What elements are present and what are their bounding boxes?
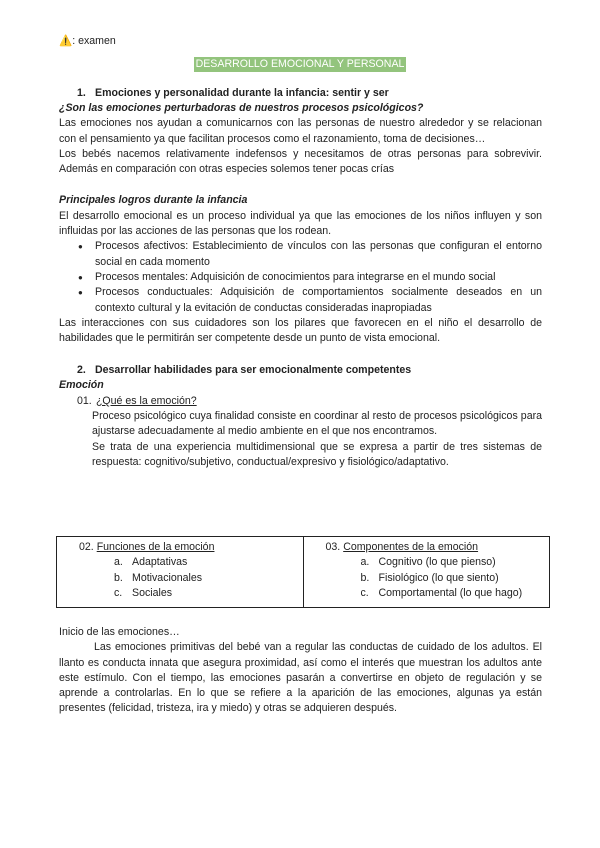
list-item (79, 555, 303, 571)
inicio-section (59, 625, 542, 717)
list-text: Fisiológico (lo que siento) (378, 571, 499, 584)
section1-paragraph-1: Las emociones nos ayudan a comunicarnos con las personas de nuestro alrededor y se relacionan con el pensamiento ya que facilitan procesos como el razonamiento, toma de decisiones… (59, 117, 542, 145)
section2-num: 2. (77, 364, 86, 377)
list-text: Adaptativas (132, 556, 188, 569)
section1-closing: Las interacciones con sus cuidadores son los pilares que favorecen en el niño el desarrollo de habilidades que le permitirán ser competente desde un punto de vista emocional. (59, 316, 542, 345)
list-text: Motivacionales (132, 571, 203, 584)
emocion-def-2: Se trata de una experiencia multidimensional que se expresa a partir de tres sistemas de respuesta: cognitivo/subjetivo, conductual/expresivo y fisiológico/adaptativo. (92, 440, 542, 468)
list-letter: a. (360, 556, 370, 569)
componentes-list (326, 555, 550, 602)
componentes-column (303, 537, 550, 607)
logros-list (59, 239, 542, 315)
list-item: ● Procesos conductuales: Adquisición de comportamientos socialmente deseados en un contexto cultural y la evitación de conductas consideradas inapropiadas (95, 285, 542, 316)
list-item (79, 586, 303, 602)
page-title: DESARROLLO EMOCIONAL Y PERSONAL (195, 58, 405, 70)
list-letter: b. (114, 571, 123, 584)
exam-tag (59, 34, 116, 49)
section1-heading (59, 85, 542, 101)
list-item (326, 571, 550, 587)
list-item: ● Procesos mentales: Adquisición de conocimientos para integrarse en el mundo social (95, 270, 542, 285)
section1-heading-text: Emociones y personalidad durante la infancia: sentir y ser (95, 87, 389, 99)
spacer (59, 346, 542, 362)
title-wrap (0, 57, 600, 72)
emocion-item-title-text: ¿Qué es la emoción? (95, 394, 197, 407)
section1-question: ¿Son las emociones perturbadoras de nuestros procesos psicológicos? (59, 102, 424, 114)
inicio-heading: Inicio de las emociones… (59, 626, 180, 638)
list-text: Sociales (132, 587, 173, 600)
funciones-num: 02. (79, 541, 94, 553)
emocion-def-1: Proceso psicológico cuya finalidad consiste en coordinar al resto de procesos psicológicos para ajustarse adecuadamente al medio ambiente en el que nos encontramos. (92, 410, 542, 438)
componentes-title (326, 540, 550, 555)
list-letter: b. (360, 571, 370, 584)
section2-heading-text: Desarrollar habilidades para ser emocionalmente competentes (95, 364, 412, 377)
list-item (326, 555, 550, 571)
list-item (326, 586, 550, 602)
section1-paragraph-2: Los bebés nacemos relativamente indefensos y necesitamos de otras personas para sobrevivir. Además en comparación con otras especies solemos tener pocas crías (59, 147, 542, 176)
funciones-list (79, 555, 303, 602)
emocion-item-num: 01. (77, 394, 92, 407)
list-item: ● Procesos afectivos: Establecimiento de vínculos con las personas que configuran el entorno social en cada momento (95, 239, 542, 270)
emotion-table (56, 536, 550, 608)
emocion-item-title (59, 394, 542, 409)
logros-intro: El desarrollo emocional es un proceso individual ya que las emociones de los niños influyen y son influidas por las acciones de las personas que los rodean. (59, 209, 542, 238)
funciones-title (79, 540, 303, 555)
spacer (59, 177, 542, 193)
list-text: Cognitivo (lo que pienso) (378, 556, 496, 569)
main-content (59, 85, 542, 470)
section1-num: 1. (77, 87, 86, 99)
list-item (79, 571, 303, 587)
list-letter: c. (360, 587, 369, 600)
section2-heading (59, 362, 542, 378)
list-letter: c. (114, 587, 123, 600)
list-text: Comportamental (lo que hago) (378, 587, 523, 600)
section2-sub: Emoción (59, 379, 104, 392)
logros-heading: Principales logros durante la infancia (59, 194, 248, 207)
componentes-num: 03. (325, 541, 341, 553)
list-letter: a. (114, 556, 123, 569)
inicio-paragraph: Las emociones primitivas del bebé van a regular las conductas de cuidado de los adultos. El llanto es conducta innata que asegura proximidad, así como el interés que muestran los adultos ante este estímulo. Con el tiempo, las emociones pasarán a convertirse en objeto de regulación y se aprende a controlarlas. En lo que se refiere a la aparición de las emociones, algunas ya están presentes (felicidad, tristeza, ira y miedo) y otras se adquieren después. (59, 641, 542, 715)
funciones-column (57, 537, 303, 607)
funciones-title-text: Funciones de la emoción (96, 541, 215, 553)
componentes-title-text: Componentes de la emoción (343, 541, 479, 553)
exam-tag-text: ⚠️: examen (59, 35, 116, 47)
